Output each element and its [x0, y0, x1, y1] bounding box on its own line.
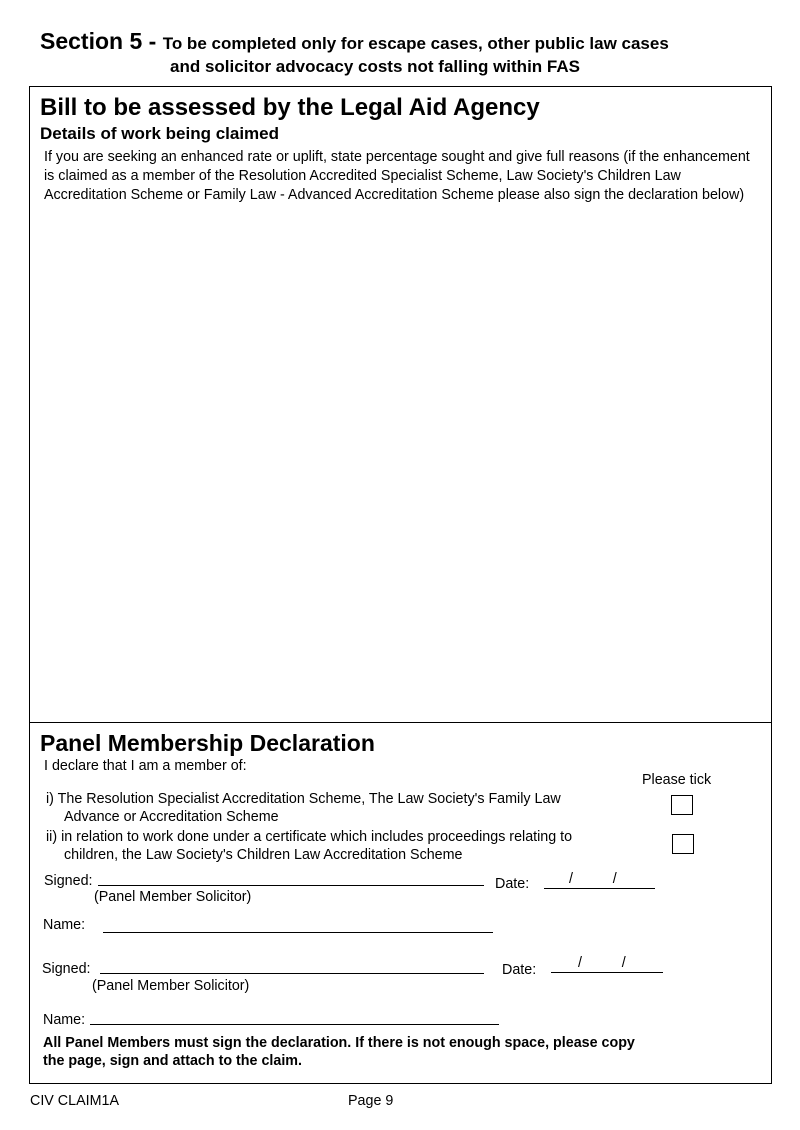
section-heading — [40, 28, 669, 55]
option2-checkbox[interactable] — [672, 834, 694, 854]
option2-line1: ii) in relation to work done under a certificate which includes proceedings relating to — [46, 829, 573, 845]
date-label-1: Date: — [495, 876, 530, 892]
section-label: Section 5 - — [40, 28, 157, 54]
footer-note-line1: All Panel Members must sign the declaration. If there is not enough space, please copy — [43, 1035, 635, 1051]
name-line-1[interactable] — [103, 932, 493, 933]
option1-line2: Advance or Accreditation Scheme — [64, 809, 279, 825]
date-line-1[interactable] — [544, 888, 655, 889]
section-subtitle-line1: To be completed only for escape cases, other public law cases — [162, 34, 669, 53]
name-label-1: Name: — [43, 917, 86, 933]
date-separators-1: / / — [569, 871, 617, 887]
section-divider — [29, 722, 772, 723]
name-label-2: Name: — [43, 1012, 86, 1028]
panel-member-label-1: (Panel Member Solicitor) — [94, 889, 252, 905]
details-of-work-area[interactable] — [40, 230, 760, 710]
bill-instructions: If you are seeking an enhanced rate or uplift, state percentage sought and give full reasons (if the enhancement is claimed as a member of the Resolution Accredited Specialist Scheme, Law Society's Children Law Accreditation Scheme or Family Law - Advanced Accreditation Scheme please also sign the declaration below) — [44, 149, 750, 203]
option1-line1: i) The Resolution Specialist Accreditation Scheme, The Law Society's Family Law — [46, 791, 561, 807]
date-label-2: Date: — [502, 962, 537, 978]
page-number: Page 9 — [348, 1093, 394, 1109]
signature-line-2[interactable] — [100, 973, 484, 974]
section-subtitle-line2: and solicitor advocacy costs not falling within FAS — [170, 57, 580, 76]
declaration-intro: I declare that I am a member of: — [44, 758, 247, 774]
option1-checkbox[interactable] — [671, 795, 693, 815]
please-tick-label: Please tick — [642, 772, 712, 788]
date-line-2[interactable] — [551, 972, 663, 973]
signed-label-1: Signed: — [44, 873, 93, 889]
footer-note-line2: the page, sign and attach to the claim. — [43, 1053, 302, 1069]
date-separators-2: / / — [578, 955, 626, 971]
panel-member-label-2: (Panel Member Solicitor) — [92, 978, 250, 994]
option2-line2: children, the Law Society's Children Law Accreditation Scheme — [64, 847, 463, 863]
bill-title: Bill to be assessed by the Legal Aid Agency — [40, 94, 540, 121]
signed-label-2: Signed: — [42, 961, 91, 977]
form-code: CIV CLAIM1A — [30, 1093, 119, 1109]
name-line-2[interactable] — [90, 1024, 499, 1025]
signature-line-1[interactable] — [98, 885, 484, 886]
bill-subtitle: Details of work being claimed — [40, 124, 280, 143]
declaration-title: Panel Membership Declaration — [40, 730, 375, 756]
